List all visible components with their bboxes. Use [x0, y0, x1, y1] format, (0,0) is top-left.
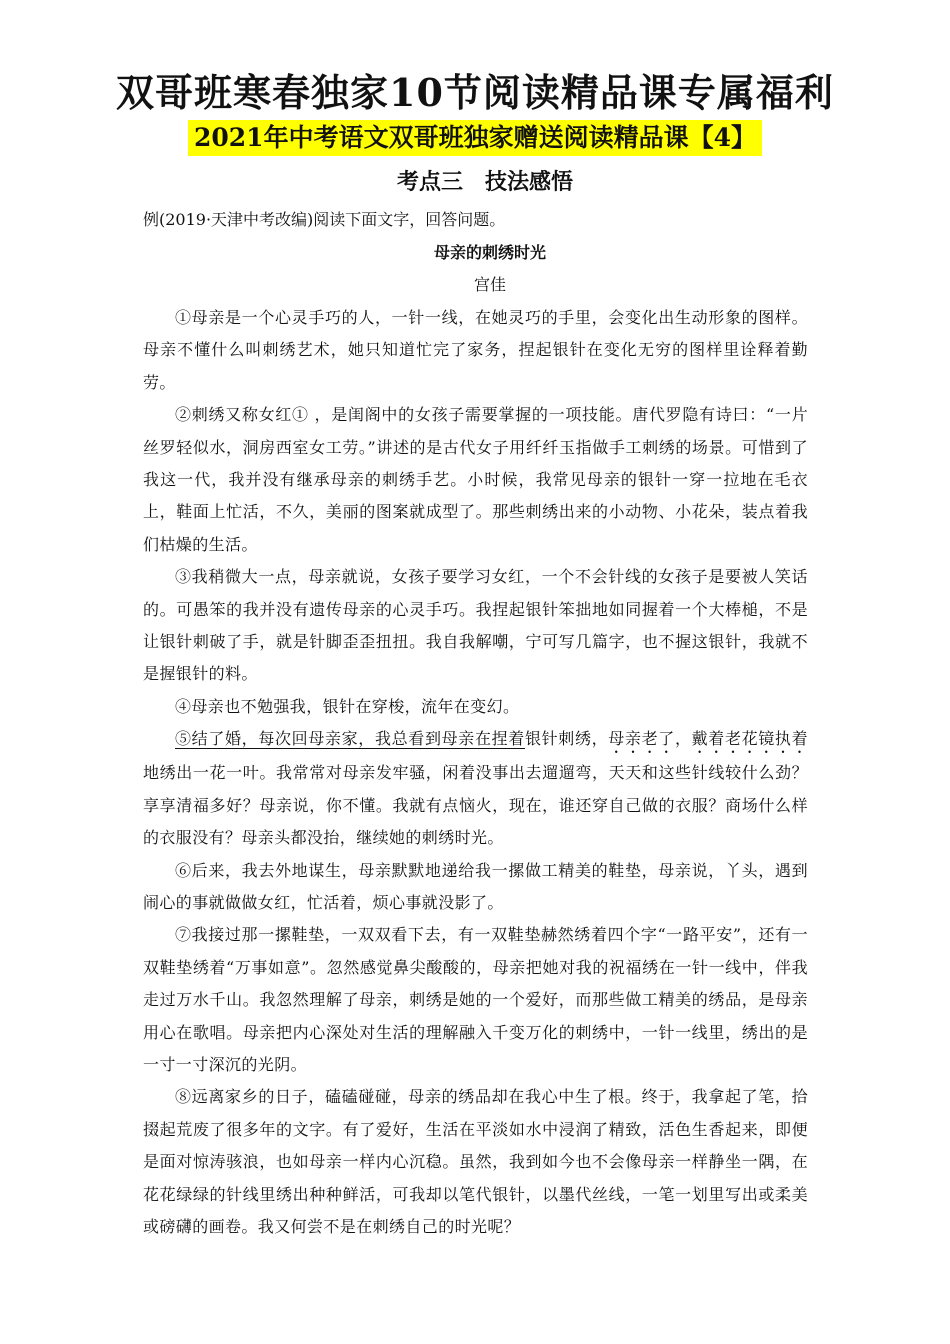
article-author: 宫佳 [473, 275, 506, 294]
sub-title-highlighted: 2021年中考语文双哥班独家赠送阅读精品课【4】 [188, 120, 762, 156]
paragraph-4: ④母亲也不勉强我，银针在穿梭，流年在变幻。 [175, 696, 520, 716]
paragraph-5-mid: 银针刺绣 [524, 729, 592, 749]
article-body [143, 302, 808, 1243]
paragraph-3: ③我稍微大一点，母亲就说，女孩子要学习女红，一个不会针线的女孩子是要被人笑话的。可愚笨的我并没有遗传母亲的心灵手巧。我捏起银针笨拙地如同握着一个大棒槌，不是让银针刺破了手，就是针脚歪歪扭扭。我自我解嘲，宁可写几篇字，也不握这银针，我就不是握银针的料。 [143, 567, 808, 684]
paragraph-8: ⑧远离家乡的日子，磕磕碰碰，母亲的绣品却在我心中生了根。终于，我拿起了笔，拾掇起荒废了很多年的文字。有了爱好，生活在平淡如水中浸润了精致，活色生香起来，即便是面对惊涛骇浪，也如母亲一样内心沉稳。虽然，我到如今也不会像母亲一样静坐一隅，在花花绿绿的针线里绣出种种鲜活，可我却以笔代银针，以墨代丝线，一笔一划里写出或柔美或磅礴的画卷。我又何尝不是在刺绣自己的时光呢？ [143, 1087, 808, 1236]
paragraph-7: ⑦我接过那一摞鞋垫，一双双看下去，有一双鞋垫赫然绣着四个字“一路平安”，还有一双鞋垫绣着“万事如意”。忽然感觉鼻尖酸酸的，母亲把她对我的祝福绣在一针一线中，伴我走过万水千山。我忽然理解了母亲，刺绣是她的一个爱好，而那些做工精美的绣品，是母亲用心在歌唱。母亲把内心深处对生活的理解融入千变万化的刺绣中，一针一线里，绣出的是一寸一寸深沉的光阴。 [143, 925, 808, 1074]
article-title: 母亲的刺绣时光 [433, 243, 546, 262]
dotted-sentence: ，母亲老了，戴着老花镜执着 [591, 729, 808, 749]
paragraph-6: ⑥后来，我去外地谋生，母亲默默地递给我一摞做工精美的鞋垫，母亲说，丫头，遇到闹心的事就做做女红，忙活着，烦心事就没影了。 [143, 860, 808, 912]
paragraph-1: ①母亲是一个心灵手巧的人，一针一线，在她灵巧的手里，会变化出生动形象的图样。母亲不懂什么叫刺绣艺术，她只知道忙完了家务，捏起银针在变化无穷的图样里诠释着勤劳。 [143, 308, 808, 392]
section-title: 考点三 技法感悟 [396, 169, 573, 195]
underlined-sentence: ⑤结了婚，每次回母亲家，我总看到母亲在捏着 [175, 729, 525, 749]
paragraph-5-rest: 地绣出一花一叶。我常常对母亲发牢骚，闲着没事出去遛遛弯，天天和这些针线较什么劲？享享清福多好？母亲说，你不懂。我就有点恼火，现在，谁还穿自己做的衣服？商场什么样的衣服没有？母亲头都没抬，继续她的刺绣时光。 [143, 763, 808, 848]
main-title: 双哥班寒春独家10节阅读精品课专属福利 [116, 70, 834, 115]
sub-title-wrap [0, 120, 950, 156]
paragraph-2: ②刺绣又称女红① ，是闺阁中的女孩子需要掌握的一项技能。唐代罗隐有诗曰：“一片丝罗轻似水，洞房西室女工劳。”讲述的是古代女子用纤纤玉指做手工刺绣的场景。可惜到了我这一代，我并没有继承母亲的刺绣手艺。小时候，我常见母亲的银针一穿一拉地在毛衣上，鞋面上忙活，不久，美丽的图案就成型了。那些刺绣出来的小动物、小花朵，装点着我们枯燥的生活。 [143, 405, 808, 554]
paragraph-5 [143, 723, 808, 854]
example-intro: 例(2019·天津中考改编)阅读下面文字，回答问题。 [143, 210, 506, 229]
